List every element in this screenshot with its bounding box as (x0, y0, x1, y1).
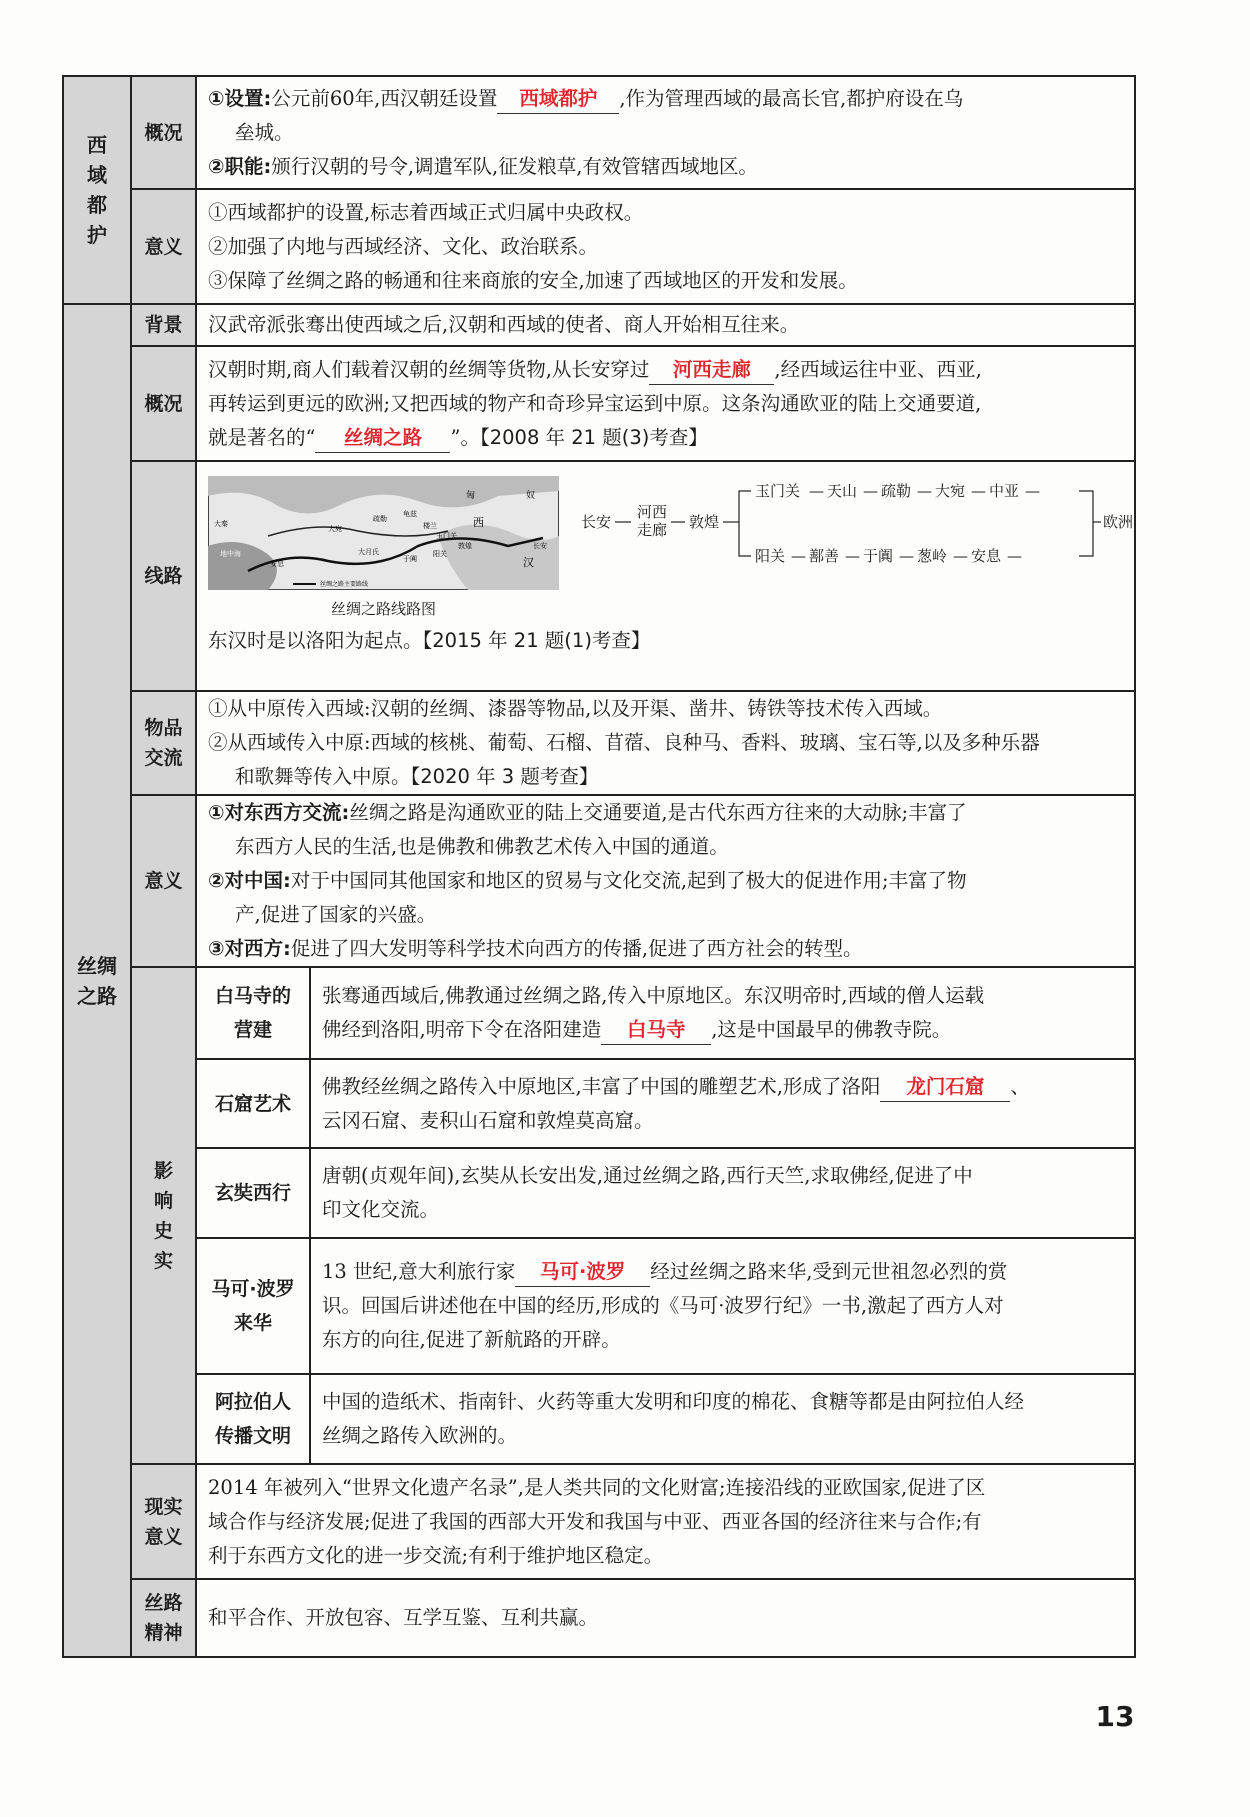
silk-route-content: 匈 奴 西 汉 长安 敦煌 大月氏 安息 大宛 楼兰 于阗 疏勒 龟兹 玉门关 阳关 大秦 地中海 丝绸之路主要路线 丝绸之路线路图 长安 河西 走廊 敦煌 玉门关 — 天山 — 疏勒 — 大宛 — 中亚 — 阳关 — 鄯善 — 于阗 — 葱岭 — 安息 — 欧洲 东汉时是以洛阳为起点。【2015 年 21 题(1)考查】 (196, 461, 1135, 691)
silk-goods-content: ①从中原传入西域:汉朝的丝绸、漆器等物品,以及开渠、凿井、铸铁等技术传入西域。 ②从西域传入中原:西域的核桃、葡萄、石榴、苜蓿、良种马、香料、玻璃、宝石等,以及多种乐器 和歌舞等传入中原。【2020 年 3 题考查】 (196, 691, 1135, 795)
xiyu-overview-label: 概况 (131, 76, 196, 189)
route-node: 阳关 (755, 547, 786, 565)
route-node: 敦煌 (689, 513, 720, 531)
route-node: 河西 (637, 503, 668, 521)
silk-overview-label: 概况 (131, 346, 196, 461)
silk-overview-content: 汉朝时期,商人们载着汉朝的丝绸等货物,从长安穿过 河西走廊 ,经西域运往中亚、西亚, 再转运到更远的欧洲;又把西域的物产和奇珍异宝运到中原。这条沟通欧亚的陆上交通要道, 就是著名的“ 丝绸之路 ”。【2008 年 21 题(3)考查】 (196, 346, 1135, 461)
map-label: 安息 (270, 560, 284, 568)
impact-polo-title: 马可·波罗来华 (196, 1238, 310, 1374)
xiyu-significance-label: 意义 (131, 189, 196, 304)
silk-modern-label: 现实意义 (131, 1464, 196, 1579)
map-label: 匈 (466, 491, 476, 501)
impact-xuanzang-row (63, 1148, 1135, 1238)
impact-grotto-title: 石窟艺术 (196, 1059, 310, 1148)
silk-goods-label: 物品交流 (131, 691, 196, 795)
silk-spirit-row (63, 1579, 1135, 1657)
silk-spirit-content: 和平合作、开放包容、互学互鉴、互利共赢。 (196, 1579, 1135, 1657)
xiyu-significance-row (63, 189, 1135, 304)
impact-xuanzang-content: 唐朝(贞观年间),玄奘从长安出发,通过丝绸之路,西行天竺,求取佛经,促进了中 印文化交流。 (310, 1148, 1135, 1238)
impact-grotto-content: 佛教经丝绸之路传入中原地区,丰富了中国的雕塑艺术,形成了洛阳 龙门石窟 、 云冈石窟、麦积山石窟和敦煌莫高窟。 (310, 1059, 1135, 1148)
xiyu-section-label: 西域都护 (63, 76, 131, 304)
impact-arab-title: 阿拉伯人传播文明 (196, 1374, 310, 1464)
silk-section-label: 丝绸之路 (63, 304, 131, 1657)
answer-blank: 河西走廊 (649, 356, 774, 385)
map-label: 奴 (526, 491, 536, 501)
route-node: 鄯善 (809, 547, 840, 565)
impact-baima-title: 白马寺的营建 (196, 967, 310, 1059)
exam-reference: 【2015 年 21 题(1)考查】 (422, 629, 651, 652)
impact-arab-row (63, 1374, 1135, 1464)
map-caption: 丝绸之路线路图 (330, 600, 436, 618)
route-node: 中亚 (989, 482, 1020, 500)
answer-blank: 龙门石窟 (880, 1073, 1010, 1102)
route-node: 玉门关 (755, 482, 801, 500)
map-label: 大月氏 (358, 548, 379, 556)
map-label: 龟兹 (403, 510, 417, 518)
map-label: 敦煌 (458, 542, 472, 550)
route-node: 长安 (581, 513, 612, 531)
map-label: 西 (473, 516, 484, 529)
map-label: 大秦 (214, 520, 228, 528)
map-label: 地中海 (220, 550, 241, 558)
route-node: 安息 (971, 547, 1002, 565)
map-label: 汉 (523, 556, 534, 569)
impact-baima-content: 张骞通西域后,佛教通过丝绸之路,传入中原地区。东汉明帝时,西域的僧人运载 佛经到洛阳,明帝下令在洛阳建造 白马寺 ,这是中国最早的佛教寺院。 (310, 967, 1135, 1059)
route-node: 于阗 (863, 547, 894, 565)
route-node: 欧洲 (1103, 513, 1134, 531)
impact-polo-content: 13 世纪,意大利旅行家 马可·波罗 经过丝绸之路来华,受到元世祖忽必烈的赏 识。回国后讲述他在中国的经历,形成的《马可·波罗行纪》一书,激起了西方人对 东方的向往,促进了新航路的开辟。 (310, 1238, 1135, 1374)
map-label: 阳关 (433, 550, 447, 558)
impact-xuanzang-title: 玄奘西行 (196, 1148, 310, 1238)
silk-background-label: 背景 (131, 304, 196, 346)
route-node: 大宛 (935, 482, 966, 500)
exam-reference: 【2008 年 21 题(3)考查】 (479, 425, 708, 449)
map-graphic (208, 476, 559, 590)
answer-blank: 马可·波罗 (515, 1258, 650, 1287)
xiyu-overview-row (63, 76, 1135, 189)
map-label: 玉门关 (436, 532, 457, 540)
silk-spirit-label: 丝路精神 (131, 1579, 196, 1657)
silk-modern-content: 2014 年被列入“世界文化遗产名录”,是人类共同的文化财富;连接沿线的亚欧国家,促进了区 域合作与经济发展;促进了我国的西部大开发和我国与中亚、西亚各国的经济往来与合作;有 利于东西方文化的进一步交流;有利于维护地区稳定。 (196, 1464, 1135, 1579)
silk-background-row (63, 304, 1135, 346)
silk-impact-label: 影响史实 (131, 967, 196, 1464)
impact-arab-content: 中国的造纸术、指南针、火药等重大发明和印度的棉花、食糖等都是由阿拉伯人经 丝绸之路传入欧洲的。 (310, 1374, 1135, 1464)
silk-route-label: 线路 (131, 461, 196, 691)
silk-background-content: 汉武帝派张骞出使西域之后,汉朝和西域的使者、商人开始相互往来。 (196, 304, 1135, 346)
route-node: 走廊 (637, 521, 668, 539)
notes-table (62, 75, 1136, 1658)
xiyu-significance-content: ①西域都护的设置,标志着西域正式归属中央政权。 ②加强了内地与西域经济、文化、政治联系。 ③保障了丝绸之路的畅通和往来商旅的安全,加速了西域地区的开发和发展。 (196, 189, 1135, 304)
silk-overview-row (63, 346, 1135, 461)
answer-blank: 白马寺 (601, 1016, 711, 1045)
silk-modern-row (63, 1464, 1135, 1579)
map-label: 大宛 (328, 525, 342, 533)
map-label: 长安 (533, 542, 547, 550)
map-legend: 丝绸之路主要路线 (320, 581, 369, 588)
exam-reference: 【2020 年 3 题考查】 (410, 765, 599, 788)
route-node: 疏勒 (881, 482, 912, 500)
map-label: 楼兰 (423, 522, 437, 530)
xiyu-overview-content: ①设置:公元前60年,西汉朝廷设置 西域都护 ,作为管理西域的最高长官,都护府设在乌 垒城。 ②职能:颁行汉朝的号令,调遣军队,征发粮草,有效管辖西域地区。 (196, 76, 1135, 189)
silk-significance-row (63, 795, 1135, 967)
silk-significance-label: 意义 (131, 795, 196, 967)
map-label: 疏勒 (373, 515, 387, 523)
answer-blank: 西域都护 (497, 85, 619, 114)
silk-significance-content: ①对东西方交流:丝绸之路是沟通欧亚的陆上交通要道,是古代东西方往来的大动脉;丰富了 东西方人民的生活,也是佛教和佛教艺术传入中国的通道。 ②对中国:对于中国同其他国家和地区的贸易与文化交流,起到了极大的促进作用;丰富了物 产,促进了国家的兴盛。 ③对西方:促进了四大发明等科学技术向西方的传播,促进了西方社会的转型。 (196, 795, 1135, 967)
page-number: 13 (1095, 1700, 1135, 1733)
impact-baima-row (63, 967, 1135, 1059)
route-diagram: 长安 河西 走廊 敦煌 玉门关 — 天山 — 疏勒 — 大宛 — 中亚 — 阳关 — 鄯善 — 于阗 — 葱岭 — 安息 — 欧洲 (581, 476, 1124, 586)
map-label: 于阗 (403, 555, 417, 563)
silk-road-map (208, 476, 559, 590)
silk-goods-row (63, 691, 1135, 795)
impact-polo-row (63, 1238, 1135, 1374)
route-node: 天山 (827, 482, 858, 500)
answer-blank: 丝绸之路 (315, 424, 450, 453)
route-node: 葱岭 (917, 547, 948, 565)
impact-grotto-row (63, 1059, 1135, 1148)
silk-route-row (63, 461, 1135, 691)
